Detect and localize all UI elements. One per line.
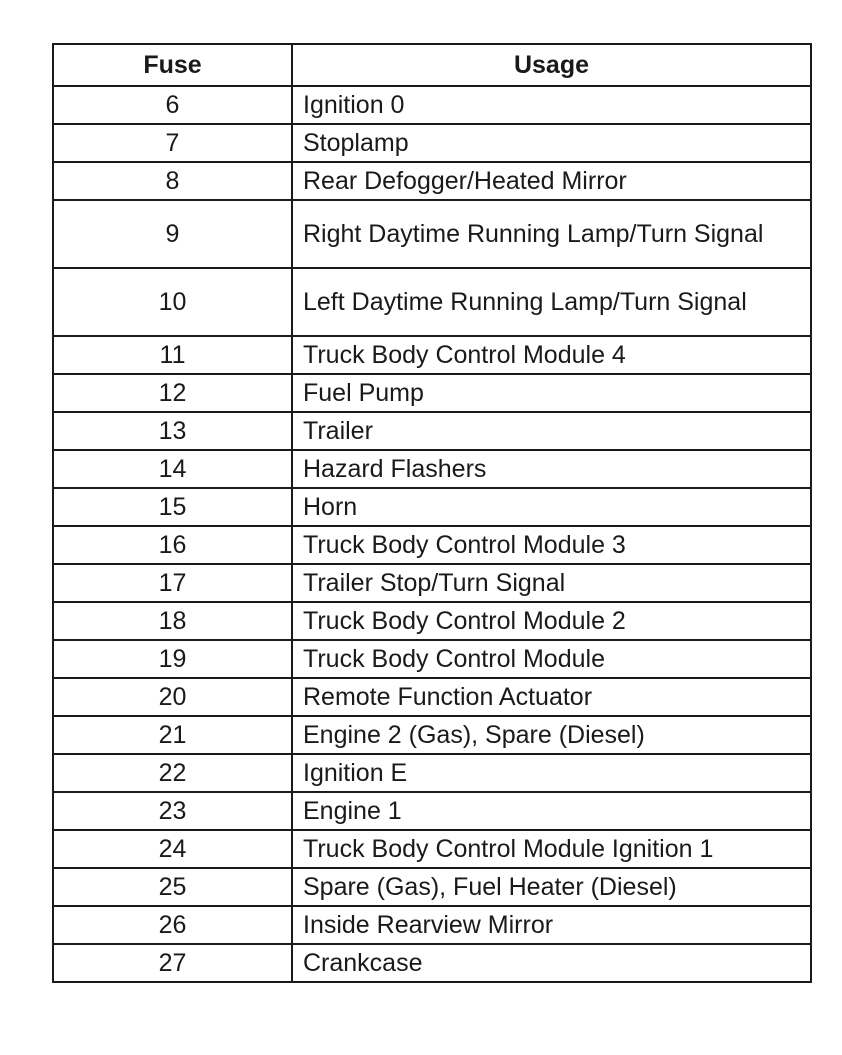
table-row (53, 868, 811, 906)
usage-text: Rear Defogger/Heated Mirror (303, 166, 627, 195)
fuse-number-cell: 13 (53, 412, 292, 450)
fuse-number-cell: 20 (53, 678, 292, 716)
usage-cell (292, 944, 811, 982)
usage-text: Engine 1 (303, 796, 402, 825)
usage-cell (292, 162, 811, 200)
usage-cell (292, 640, 811, 678)
usage-cell (292, 86, 811, 124)
usage-text: Truck Body Control Module 3 (303, 530, 626, 559)
table-row (53, 268, 811, 336)
table-row (53, 336, 811, 374)
column-header-usage: Usage (292, 44, 811, 86)
table-row (53, 200, 811, 268)
usage-cell (292, 200, 811, 268)
table-row (53, 716, 811, 754)
table-row (53, 906, 811, 944)
fuse-number-cell: 24 (53, 830, 292, 868)
usage-cell (292, 792, 811, 830)
usage-cell (292, 678, 811, 716)
fuse-number-cell: 8 (53, 162, 292, 200)
fuse-number-cell: 25 (53, 868, 292, 906)
usage-cell (292, 488, 811, 526)
usage-text: Truck Body Control Module 2 (303, 606, 626, 635)
usage-cell (292, 830, 811, 868)
fuse-number-cell: 10 (53, 268, 292, 336)
table-row (53, 488, 811, 526)
table-row (53, 678, 811, 716)
usage-text: Right Daytime Running Lamp/Turn Signal (303, 219, 764, 248)
usage-text: Left Daytime Running Lamp/Turn Signal (303, 287, 747, 316)
usage-cell (292, 602, 811, 640)
fuse-number-cell: 19 (53, 640, 292, 678)
fuse-number-cell: 12 (53, 374, 292, 412)
table-row (53, 526, 811, 564)
usage-cell (292, 526, 811, 564)
usage-text: Truck Body Control Module (303, 644, 605, 673)
fuse-number-cell: 7 (53, 124, 292, 162)
fuse-number-cell: 11 (53, 336, 292, 374)
table-header-row (53, 44, 811, 86)
fuse-number-cell: 23 (53, 792, 292, 830)
usage-text: Stoplamp (303, 128, 409, 157)
table-row (53, 602, 811, 640)
usage-text: Truck Body Control Module Ignition 1 (303, 834, 714, 863)
usage-cell (292, 450, 811, 488)
fuse-number-cell: 17 (53, 564, 292, 602)
table-row (53, 374, 811, 412)
fuse-number-cell: 14 (53, 450, 292, 488)
table-row (53, 830, 811, 868)
usage-text: Ignition 0 (303, 90, 405, 119)
table-body (53, 86, 811, 982)
usage-cell (292, 268, 811, 336)
table-row (53, 450, 811, 488)
usage-cell (292, 754, 811, 792)
usage-text: Ignition E (303, 758, 408, 787)
usage-cell (292, 868, 811, 906)
usage-text: Spare (Gas), Fuel Heater (Diesel) (303, 872, 677, 901)
fuse-number-cell: 15 (53, 488, 292, 526)
table-row (53, 944, 811, 982)
usage-cell (292, 564, 811, 602)
usage-cell (292, 374, 811, 412)
fuse-number-cell: 16 (53, 526, 292, 564)
fuse-number-cell: 22 (53, 754, 292, 792)
usage-text: Inside Rearview Mirror (303, 910, 554, 939)
table-row (53, 564, 811, 602)
table-row (53, 162, 811, 200)
usage-text: Truck Body Control Module 4 (303, 340, 626, 369)
usage-cell (292, 716, 811, 754)
table-row (53, 124, 811, 162)
usage-text: Trailer (303, 416, 373, 445)
table-row (53, 640, 811, 678)
table-row (53, 86, 811, 124)
usage-text: Remote Function Actuator (303, 682, 593, 711)
fuse-number-cell: 27 (53, 944, 292, 982)
table-row (53, 792, 811, 830)
usage-text: Hazard Flashers (303, 454, 487, 483)
table-row (53, 412, 811, 450)
usage-text: Trailer Stop/Turn Signal (303, 568, 566, 597)
usage-text: Engine 2 (Gas), Spare (Diesel) (303, 720, 645, 749)
usage-text: Crankcase (303, 948, 423, 977)
usage-text: Horn (303, 492, 358, 521)
table-row (53, 754, 811, 792)
usage-cell (292, 412, 811, 450)
usage-cell (292, 124, 811, 162)
column-header-fuse: Fuse (53, 44, 292, 86)
fuse-number-cell: 18 (53, 602, 292, 640)
fuse-number-cell: 9 (53, 200, 292, 268)
fuse-number-cell: 6 (53, 86, 292, 124)
usage-cell (292, 336, 811, 374)
usage-text: Fuel Pump (303, 378, 424, 407)
fuse-usage-table (52, 43, 812, 983)
fuse-number-cell: 21 (53, 716, 292, 754)
usage-cell (292, 906, 811, 944)
fuse-number-cell: 26 (53, 906, 292, 944)
